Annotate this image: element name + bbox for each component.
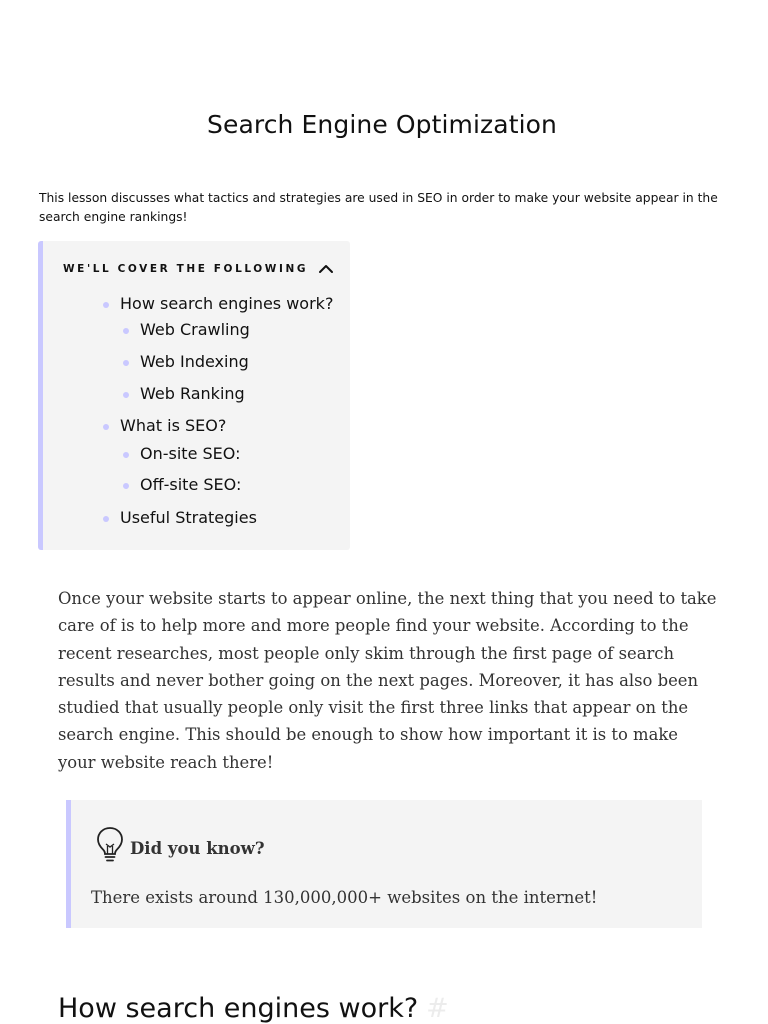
callout-title: Did you know? bbox=[130, 839, 265, 858]
toc-item-on-site-seo[interactable]: On-site SEO: bbox=[140, 444, 241, 463]
lesson-description: This lesson discusses what tactics and strategies are used in SEO in order to make your website appear in the search engine rankings! bbox=[39, 191, 718, 224]
lightbulb-icon bbox=[95, 826, 125, 864]
toc-item-web-crawling[interactable]: Web Crawling bbox=[140, 320, 250, 339]
section-heading bbox=[58, 993, 449, 1024]
did-you-know-callout bbox=[66, 800, 702, 928]
toc-item-web-ranking[interactable]: Web Ranking bbox=[140, 384, 245, 403]
section-anchor-link[interactable]: # bbox=[426, 993, 449, 1024]
callout-text: There exists around 130,000,000+ websites on the internet! bbox=[91, 888, 598, 907]
toc-item-how-search-engines-work[interactable]: How search engines work? bbox=[120, 294, 334, 313]
chevron-up-icon[interactable] bbox=[318, 263, 334, 275]
table-of-contents bbox=[38, 241, 350, 550]
toc-item-off-site-seo[interactable]: Off-site SEO: bbox=[140, 475, 242, 494]
toc-header-label: WE'LL COVER THE FOLLOWING bbox=[63, 263, 309, 275]
toc-item-web-indexing[interactable]: Web Indexing bbox=[140, 352, 249, 371]
toc-header[interactable] bbox=[63, 263, 334, 275]
toc-item-what-is-seo[interactable]: What is SEO? bbox=[120, 416, 227, 435]
page-title: Search Engine Optimization bbox=[207, 110, 557, 139]
toc-item-useful-strategies[interactable]: Useful Strategies bbox=[120, 508, 257, 527]
intro-paragraph: Once your website starts to appear online, the next thing that you need to take care of is to help more and more people find your website. According to the recent researches, most people only skim through the first page of search results and never bother going on the next pages. Moreover, it has also been studied that usually people only visit the first three links that appear on the search engine. This should be enough to show how important it is to make your website reach there! bbox=[58, 589, 717, 772]
section-heading-text: How search engines work? bbox=[58, 993, 419, 1024]
